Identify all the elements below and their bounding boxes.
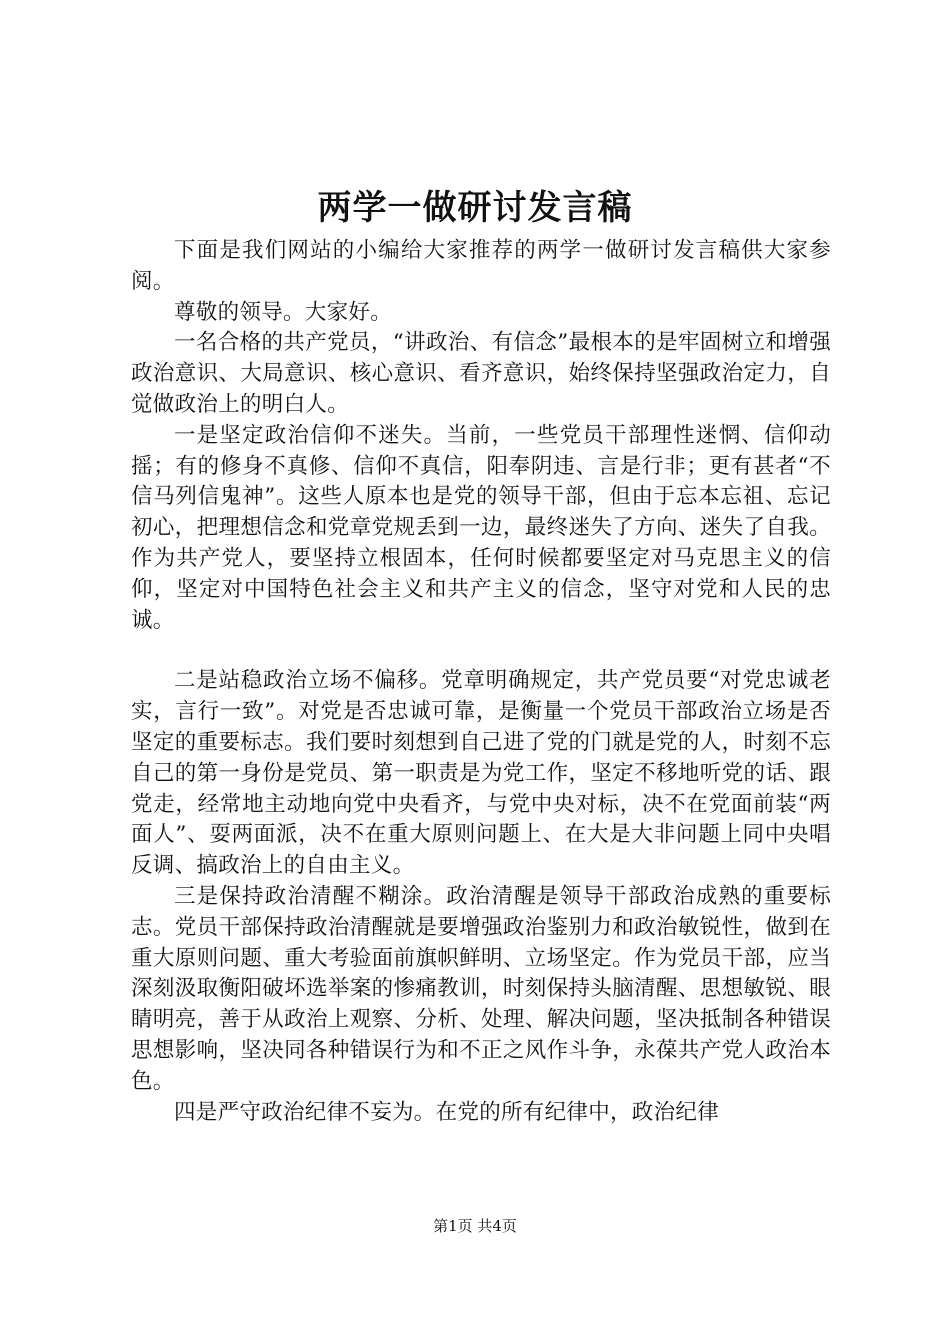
paragraph-point-one: 一是坚定政治信仰不迷失。当前，一些党员干部理性迷惘、信仰动摇；有的修身不真修、信仰不真信，阳奉阴违、言是行非；更有甚者“不信马列信鬼神”。这些人原本也是党的领导干部，但由于忘本忘祖、忘记初心，把理想信念和党章党规丢到一边，最终迷失了方向、迷失了自我。作为共产党人，要坚持立根固本，任何时候都要坚定对马克思主义的信仰，坚定对中国特色社会主义和共产主义的信念，坚守对党和人民的忠诚。 [131, 422, 831, 633]
page-number-footer: 第1页 共4页 [433, 1217, 517, 1235]
paragraph-intro: 下面是我们网站的小编给大家推荐的两学一做研讨发言稿供大家参阅。 [131, 238, 831, 294]
paragraph-opening: 一名合格的共产党员，“讲政治、有信念”最根本的是牢固树立和增强政治意识、大局意识、核心意识、看齐意识，始终保持坚强政治定力，自觉做政治上的明白人。 [131, 330, 831, 417]
paragraph-point-three: 三是保持政治清醒不糊涂。政治清醒是领导干部政治成熟的重要标志。党员干部保持政治清醒就是要增强政治鉴别力和政治敏锐性，做到在重大原则问题、重大考验面前旗帜鲜明、立场坚定。作为党员干部，应当深刻汲取衡阳破坏选举案的惨痛教训，时刻保持头脑清醒、思想敏锐、眼睛明亮，善于从政治上观察、分析、处理、解决问题，坚决抵制各种错误思想影响，坚决同各种错误行为和不正之风作斗争，永葆共产党人政治本色。 [131, 883, 831, 1094]
document-body [131, 236, 831, 1128]
paragraph-greeting: 尊敬的领导。大家好。 [174, 299, 393, 325]
paragraph-point-four: 四是严守政治纪律不妄为。在党的所有纪律中，政治纪律 [174, 1099, 720, 1125]
paragraph-point-two: 二是站稳政治立场不偏移。党章明确规定，共产党员要“对党忠诚老实，言行一致”。对党是否忠诚可靠，是衡量一个党员干部政治立场是否坚定的重要标志。我们要时刻想到自己进了党的门就是党的人，时刻不忘自己的第一身份是党员、第一职责是为党工作，坚定不移地听党的话、跟党走，经常地主动地向党中央看齐，与党中央对标，决不在党面前装“两面人”、耍两面派，决不在重大原则问题上、在大是大非问题上同中央唱反调、搞政治上的自由主义。 [131, 668, 831, 879]
document-title: 两学一做研讨发言稿 [317, 188, 633, 228]
